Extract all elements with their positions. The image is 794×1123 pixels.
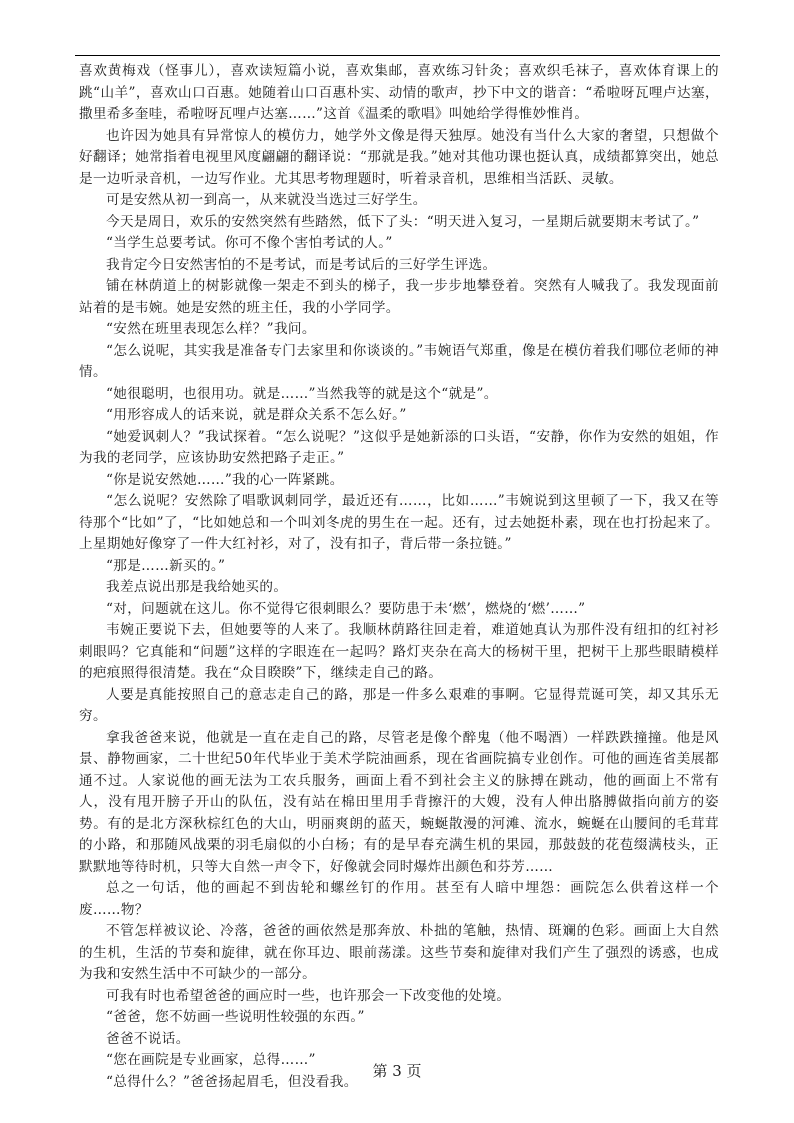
paragraph: “她爱讽刺人？”我试探着。“怎么说呢？”这似乎是她新添的口头语，“安静，你作为安然的姐姐，作为我的老同学，应该协助安然把路子走正。”	[79, 428, 719, 466]
paragraph: 可我有时也希望爸爸的画应时一些，也许那会一下改变他的处境。	[106, 987, 511, 1004]
paragraph: “怎么说呢？安然除了唱歌讽刺同学，最近还有……，比如……”韦婉说到这里顿了一下，我又在等待那个“比如”了，“比如她总和一个叫刘冬虎的男生在一起。还有，过去她挺朴素，现在也打扮起来了。上星期她好像穿了一件大红衬衫，对了，没有扣子，背后带一条拉链。”	[79, 493, 719, 552]
paragraph: 拿我爸爸来说，他就是一直在走自己的路，尽管老是像个醉鬼（他不喝酒）一样跌跌撞撞。他是风景、静物画家，二十世纪50年代毕业于美术学院油画系，现在省画院搞专业创作。可他的画连省美展都通不过。人家说他的画无法为工农兵服务，画面上看不到社会主义的脉搏在跳动，他的画面上不常有人，没有甩开膀子开山的队伍，没有站在棉田里用手背擦汗的大嫂，没有人伸出胳膊做指向前方的姿势。有的是北方深秋棕红色的大山，明丽爽朗的蓝天，蜿蜒散漫的河滩、流水，蜿蜒在山腰间的毛茸茸的小路，和那随风战栗的羽毛扇似的小白杨；有的是早春充满生机的果园，那鼓鼓的花苞缀满枝头，正默默地等待时机，只等大自然一声令下，好像就会同时爆炸出颜色和芬芳……	[79, 729, 719, 875]
header-rule	[75, 55, 720, 56]
paragraph: 总之一句话，他的画起不到齿轮和螺丝钉的作用。甚至有人暗中埋怨：画院怎么供着这样一个废……物？	[79, 880, 719, 918]
paragraph: “她很聪明，也很用功。就是……”当然我等的就是这个“就是”。	[106, 385, 498, 402]
paragraph: 人要是真能按照自己的意志走自己的路，那是一件多么艰难的事啊。它显得荒诞可笑，却又其乐无穷。	[79, 686, 719, 724]
paragraph: “总得什么？”爸爸扬起眉毛，但没看我。	[106, 1073, 358, 1090]
paragraph: 我肯定今日安然害怕的不是考试，而是考试后的三好学生评选。	[106, 256, 497, 273]
paragraph: 我差点说出那是我给她买的。	[106, 579, 288, 595]
paragraph: 铺在林荫道上的树影就像一架走不到头的梯子，我一步步地攀登着。突然有人喊我了。我发现面前站着的是韦婉。她是安然的班主任，我的小学同学。	[79, 278, 719, 316]
paragraph: “对，问题就在这儿。你不觉得它很刺眼么？要防患于未‘燃’，燃烧的‘燃’……”	[106, 600, 586, 617]
paragraph: 今天是周日，欢乐的安然突然有些踏然，低下了头：“明天进入复习，一星期后就要期末考试了。”	[106, 213, 700, 230]
paragraph: “你是说安然她……”我的心一阵紧跳。	[106, 471, 344, 488]
paragraph: “安然在班里表现怎么样？”我问。	[106, 321, 316, 337]
paragraph: 也许因为她具有异常惊人的模仿力，她学外文像是得天独厚。她没有当什么大家的奢望，只想做个好翻译；她常指着电视里风度翩翩的翻译说：“那就是我。”她对其他功课也挺认真，成绩都算突出，她总是一边听录音机，一边写作业。尤其思考物理题时，听着录音机，思维相当活跃、灵敏。	[79, 127, 719, 187]
page-number: 第 3 页	[372, 1062, 422, 1080]
paragraph: “用形容成人的话来说，就是群众关系不怎么好。”	[106, 407, 407, 423]
paragraph: 爸爸不说话。	[106, 1030, 190, 1047]
paragraph: “怎么说呢，其实我是准备专门去家里和你谈谈的。”韦婉语气郑重，像是在模仿着我们哪位老师的神情。	[79, 342, 719, 380]
paragraph: “爸爸，您不妨画一些说明性较强的东西。”	[106, 1009, 365, 1025]
paragraph: “您在画院是专业画家，总得……”	[106, 1052, 316, 1068]
paragraph: “当学生总要考试。你可不像个害怕考试的人。”	[106, 235, 393, 251]
article-body	[79, 61, 719, 1093]
paragraph: 可是安然从初一到高一，从来就没当选过三好学生。	[106, 192, 427, 208]
paragraph: 喜欢黄梅戏（怪事儿），喜欢读短篇小说，喜欢集邮，喜欢练习针灸；喜欢织毛袜子，喜欢体育课上的跳“山羊”，喜欢山口百惠。她随着山口百惠朴实、动情的歌声，抄下中文的谐音：“希啦呀瓦哩卢达塞，撒里希多奎哇，希啦呀瓦哩卢达塞……”这首《温柔的歌唱》叫她给学得惟妙惟肖。	[79, 63, 719, 122]
paragraph: 不管怎样被议论、冷落，爸爸的画依然是那奔放、朴拙的笔触，热情、斑斓的色彩。画面上大自然的生机，生活的节奏和旋律，就在你耳边、眼前荡漾。这些节奏和旋律对我们产生了强烈的诱惑，也成为我和安然生活中不可缺少的一部分。	[79, 923, 719, 982]
paragraph: “那是……新买的。”	[106, 557, 226, 574]
paragraph: 韦婉正要说下去，但她要等的人来了。我顺林荫路往回走着，难道她真认为那件没有纽扣的红衬衫刺眼吗？它真能和“问题”这样的字眼连在一起吗？路灯夹杂在高大的杨树干里，把树干上那些眼睛模样的疤痕照得很清楚。我在“众目睽睽”下，继续走自己的路。	[79, 622, 719, 681]
